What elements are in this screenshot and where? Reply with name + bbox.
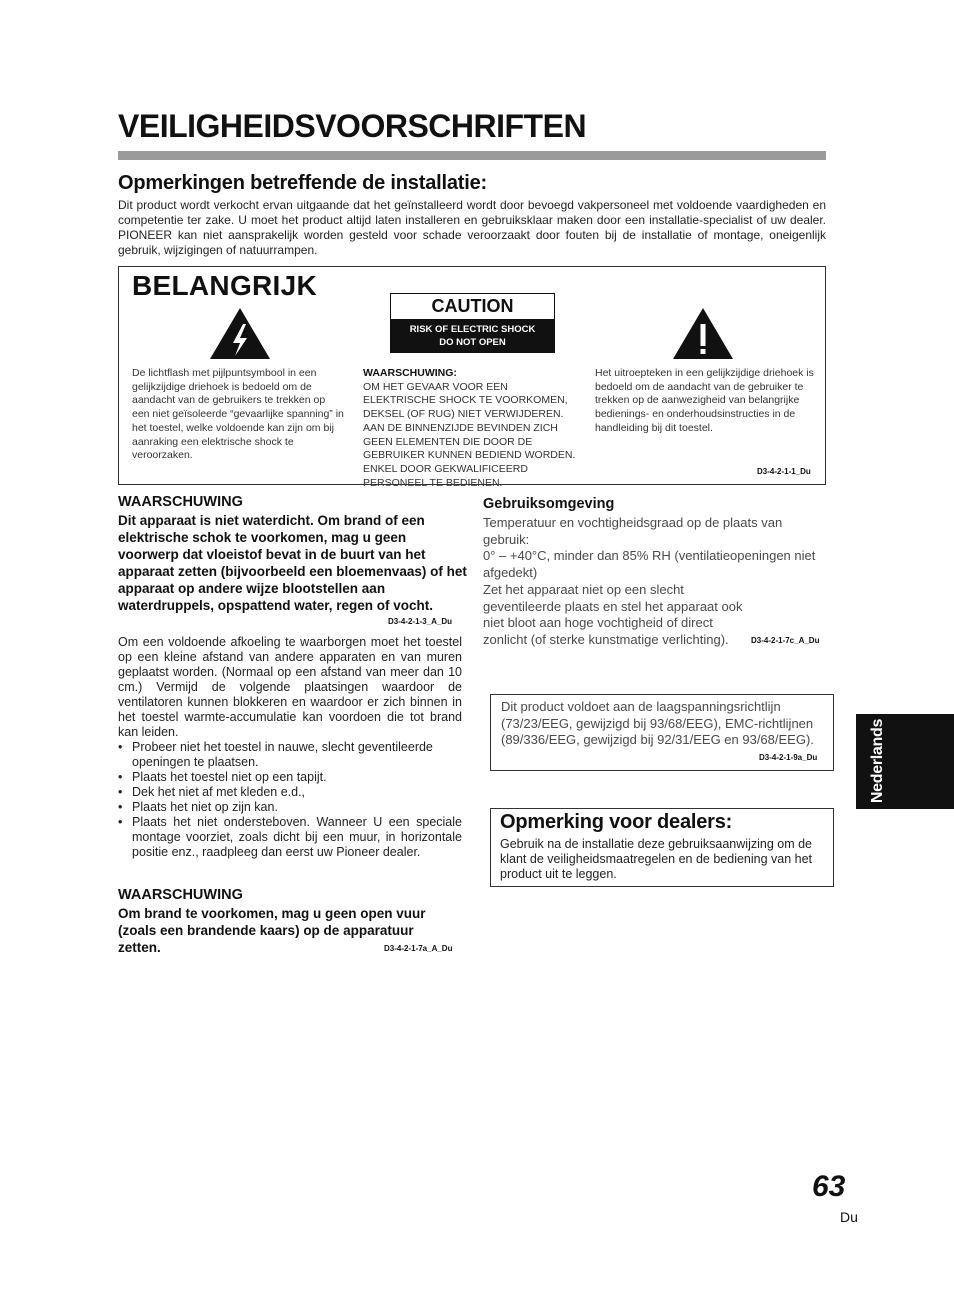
compliance-code: D3-4-2-1-9a_Du <box>759 753 818 762</box>
caution-warning-text: RISK OF ELECTRIC SHOCK DO NOT OPEN <box>391 320 554 352</box>
list-item: • Plaats het niet op zijn kan. <box>118 800 462 815</box>
installation-text: Dit product wordt verkocht ervan uitgaande dat het geïnstalleerd wordt door bevoegd vakpersoneel met voldoende vaardigheden en competentie ter zake. U moet het product altijd laten installeren en gebruiksklaar maken door een installatie-specialist of uw dealer. PIONEER kan niet aansprakelijk worden gesteld voor schade veroorzaakt door fouten bij de installatie of montage, oneigenlijk gebruik, wijzigingen of natuurrampen. <box>118 198 826 257</box>
caution-label: CAUTION <box>391 294 554 320</box>
exclamation-warning-icon <box>672 307 734 360</box>
compliance-text: Dit product voldoet aan de laagspanningsrichtlijn (73/23/EEG, gewijzigd bij 93/68/EEG), EMC-richtlijnen (89/336/EEG, gewijzigd bij 92/31/EEG en 93/68/EEG). <box>501 699 814 748</box>
environment-line: Temperatuur en vochtigheidsgraad op de plaats van gebruik: <box>483 515 783 547</box>
title-underline-bar <box>118 151 826 160</box>
warning2-code: D3-4-2-1-7a_A_Du <box>384 944 453 953</box>
warning-cover-body: OM HET GEVAAR VOOR EEN ELEKTRISCHE SHOCK TE VOORKOMEN, DEKSEL (OF RUG) NIET VERWIJDEREN. AAN DE BINNENZIJDE BEVINDEN ZICH GEEN ELEMENTEN DIE DOOR DE GEBRUIKER KUNNEN BEDIEND WORDEN. ENKEL DOOR GEKWALIFICEERD PERSONEEL TE BEDIENEN. <box>363 380 576 489</box>
caution-label-panel <box>390 293 555 353</box>
important-title: BELANGRIJK <box>132 270 318 301</box>
environment-code: D3-4-2-1-7c_A_Du <box>751 636 820 645</box>
page-number: 63 <box>812 1170 846 1203</box>
warning1-text: Dit apparaat is niet waterdicht. Om brand of een elektrische schok te voorkomen, mag u geen voorwerp dat vloeistof bevat in de buurt van het apparaat zetten (bijvoorbeeld een bloemenvaas) of het apparaat op andere wijze blootstellen aan waterdruppels, opspattend water, regen of vocht. <box>118 513 467 613</box>
ventilation-text: Om een voldoende afkoeling te waarborgen moet het toestel op een kleine afstand van andere apparaten en van muren geplaatst worden. (Normaal op een afstand van meer dan 10 cm.) Vermijd de volgende plaatsingen waardoor de ventilatoren kunnen blokkeren en waardoor er zich binnen in het toestel warmte-accumulatie kan voordoen die tot brand kan leiden. <box>118 635 462 739</box>
exclamation-symbol-explanation: Het uitroepteken in een gelijkzijdige driehoek is bedoeld om de aandacht van de gebruiker te trekken op de aanwezigheid van belangrijke bedienings- en onderhoudsinstructies in de handleiding bij dit toestel. <box>595 367 814 434</box>
lightning-warning-icon <box>209 307 271 360</box>
environment-heading: Gebruiksomgeving <box>483 496 615 512</box>
installation-heading: Opmerkingen betreffende de installatie: <box>118 172 487 194</box>
environment-line: 0° – +40°C, minder dan 85% RH (ventilatieopeningen niet afgedekt) <box>483 548 816 581</box>
list-item: • Plaats het niet ondersteboven. Wanneer U een speciale montage voorziet, zoals dicht bij een muur, in horizontale positie enz., raadpleeg dan eerst uw Pioneer dealer. <box>118 815 462 860</box>
warning-cover-heading: WAARSCHUWING: <box>363 367 457 379</box>
dealer-note-box <box>490 808 834 887</box>
language-side-tab <box>856 714 954 809</box>
warning2-text: Om brand te voorkomen, mag u geen open vuur (zoals een brandende kaars) op de apparatuur zetten. <box>118 906 426 955</box>
language-side-tab-label: Nederlands <box>869 718 886 804</box>
warning2-heading: WAARSCHUWING <box>118 887 243 903</box>
list-item: • Dek het niet af met kleden e.d., <box>118 785 462 800</box>
warning1-heading: WAARSCHUWING <box>118 494 243 510</box>
compliance-box <box>490 694 834 771</box>
lightning-symbol-explanation: De lichtflash met pijlpuntsymbool in een gelijkzijdige driehoek is bedoeld om de aandacht van de gebruikers te trekken op een niet geïsoleerde “gevaarlijke spanning” in het toestel, welke voldoende kan zijn om bij aanraking een elektrische shock te veroorzaken. <box>132 367 344 462</box>
warning1-code: D3-4-2-1-3_A_Du <box>388 617 453 626</box>
dealer-heading: Opmerking voor dealers: <box>500 811 733 833</box>
page-language-code: Du <box>840 1209 858 1225</box>
list-item: • Plaats het toestel niet op een tapijt. <box>118 770 462 785</box>
important-code: D3-4-2-1-1_Du <box>757 467 811 476</box>
page-title: VEILIGHEIDSVOORSCHRIFTEN <box>118 108 587 144</box>
warning-cover-text <box>363 367 581 490</box>
dealer-text: Gebruik na de installatie deze gebruiksaanwijzing om de klant de veiligheidsmaatregelen en de bediening van het product uit te leggen. <box>500 837 813 881</box>
important-box <box>118 266 826 489</box>
ventilation-list <box>118 740 462 860</box>
environment-text <box>483 515 826 649</box>
environment-line: Zet het apparaat niet op een slecht geventileerde plaats en stel het apparaat ook niet bloot aan hoge vochtigheid of direct zonlicht (of sterke kunstmatige verlichting). <box>483 581 743 647</box>
list-item: • Probeer niet het toestel in nauwe, slecht geventileerde openingen te plaatsen. <box>118 740 462 770</box>
